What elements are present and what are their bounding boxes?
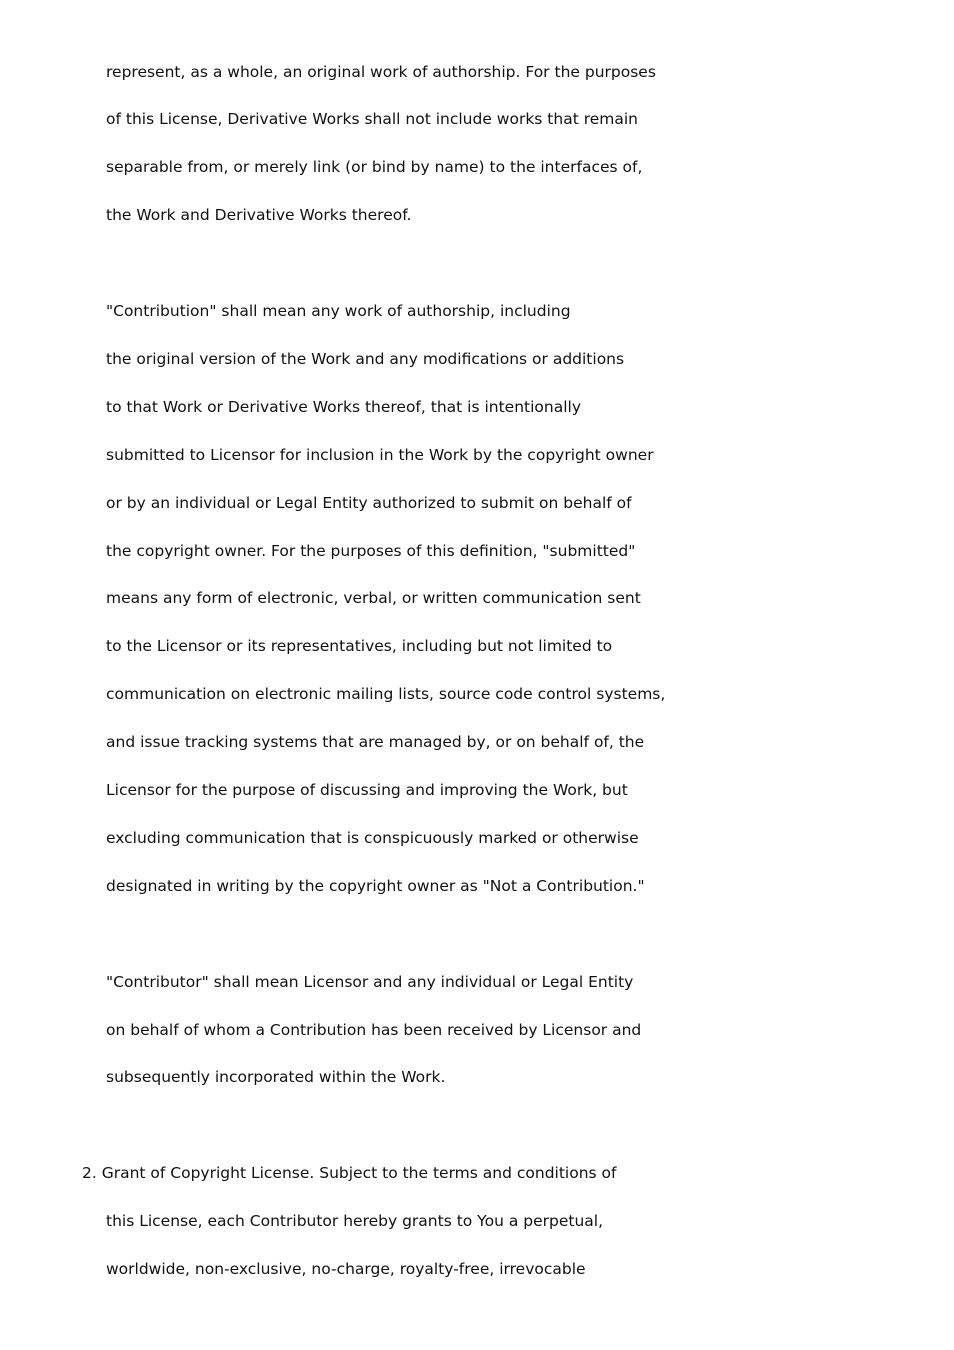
text-line: to that Work or Derivative Works thereof, that is intentionally (106, 398, 581, 416)
text-line: or by an individual or Legal Entity authorized to submit on behalf of (106, 494, 632, 512)
text-line: subsequently incorporated within the Work. (106, 1068, 446, 1086)
text-line: on behalf of whom a Contribution has been received by Licensor and (106, 1021, 642, 1039)
text-line: separable from, or merely link (or bind by name) to the interfaces of, (106, 158, 643, 176)
text-line: to the Licensor or its representatives, including but not limited to (106, 637, 613, 655)
text-line: submitted to Licensor for inclusion in the Work by the copyright owner (106, 446, 654, 464)
text-line: and issue tracking systems that are managed by, or on behalf of, the (106, 733, 645, 751)
text-line: "Contribution" shall mean any work of authorship, including (106, 302, 571, 320)
text-line: the Work and Derivative Works thereof. (106, 206, 412, 224)
text-line: Licensor for the purpose of discussing and improving the Work, but (106, 781, 628, 799)
text-line: "Contributor" shall mean Licensor and any individual or Legal Entity (106, 973, 634, 991)
text-line: communication on electronic mailing lists, source code control systems, (106, 685, 666, 703)
text-line: represent, as a whole, an original work of authorship. For the purposes (106, 63, 656, 81)
text-line: the original version of the Work and any modifications or additions (106, 350, 625, 368)
text-line: designated in writing by the copyright owner as "Not a Contribution." (106, 877, 645, 895)
text-line: the copyright owner. For the purposes of this definition, "submitted" (106, 542, 636, 560)
text-line: worldwide, non-exclusive, no-charge, royalty-free, irrevocable (106, 1260, 586, 1278)
text-line: this License, each Contributor hereby grants to You a perpetual, (106, 1212, 604, 1230)
section-heading-line: 2. Grant of Copyright License. Subject to the terms and conditions of (82, 1164, 617, 1182)
text-line: means any form of electronic, verbal, or written communication sent (106, 589, 641, 607)
text-line: excluding communication that is conspicuously marked or otherwise (106, 829, 639, 847)
text-line: of this License, Derivative Works shall not include works that remain (106, 110, 639, 128)
